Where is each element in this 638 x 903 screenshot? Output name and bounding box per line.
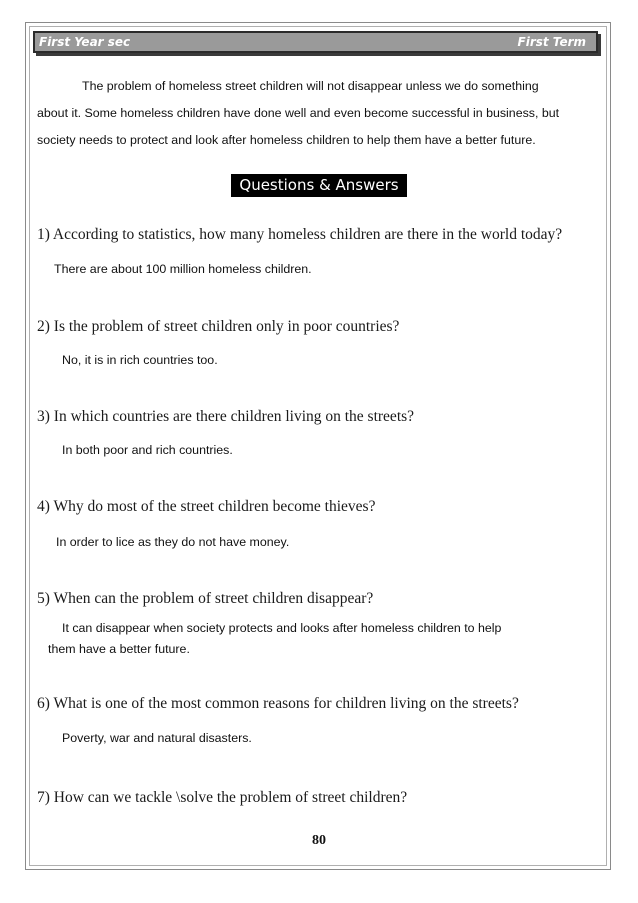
page-number: 80 [312,833,326,848]
header-bar [33,31,598,53]
question-6: 6) What is one of the most common reasons for children living on the streets? [37,695,519,712]
answer-6: Poverty, war and natural disasters. [62,731,252,745]
section-title [0,174,638,197]
intro-line: about it. Some homeless children have done well and even become successful in business, but [37,106,560,120]
answer-5-line-1: It can disappear when society protects and looks after homeless children to help [62,621,502,635]
answer-3: In both poor and rich countries. [62,443,233,457]
intro-line: society needs to protect and look after homeless children to help them have a better future. [37,133,536,147]
section-title-label: Questions & Answers [231,174,406,197]
question-2: 2) Is the problem of street children only in poor countries? [37,318,400,335]
question-5: 5) When can the problem of street children disappear? [37,590,374,607]
intro-line: The problem of homeless street children will not disappear unless we do something [82,79,539,93]
intro-paragraph [37,73,597,154]
answer-4: In order to lice as they do not have money. [56,535,290,549]
header-level: First Year sec [39,35,131,49]
question-1: 1) According to statistics, how many homeless children are there in the world today? [37,226,563,243]
question-4: 4) Why do most of the street children become thieves? [37,498,376,515]
question-3: 3) In which countries are there children living on the streets? [37,408,415,425]
header-term: First Term [517,35,586,49]
answer-1: There are about 100 million homeless children. [54,262,312,276]
answer-2: No, it is in rich countries too. [62,353,218,367]
answer-5-line-2: them have a better future. [48,642,190,656]
question-7: 7) How can we tackle \solve the problem of street children? [37,789,408,806]
